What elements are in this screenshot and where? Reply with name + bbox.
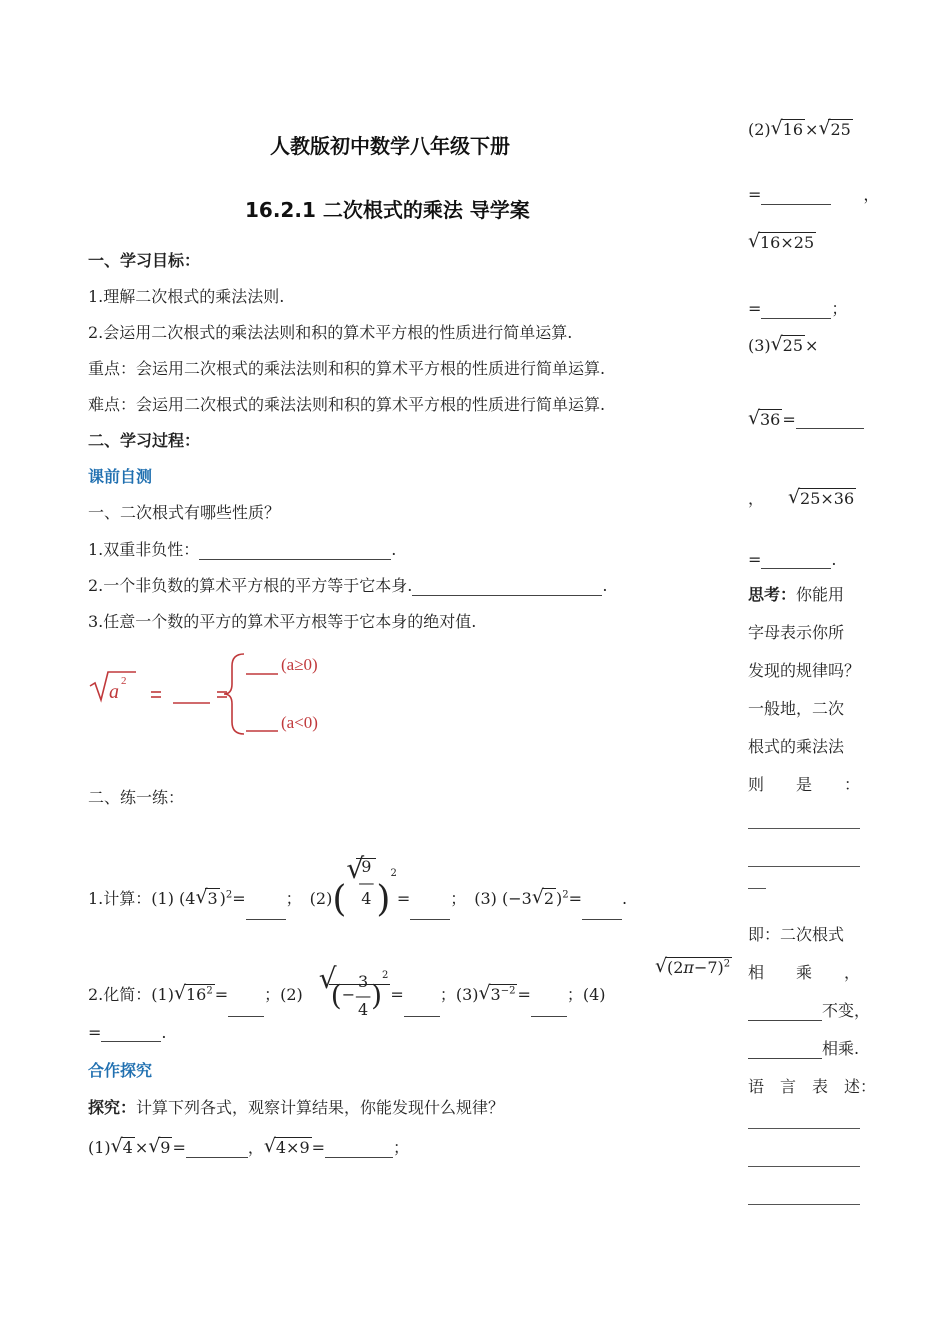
side-expr: √ 36 = — [748, 410, 864, 429]
answer-blank[interactable] — [246, 903, 286, 920]
q2-label: 2.化简： — [88, 985, 152, 1004]
q2-4-answer: = . — [88, 1023, 167, 1042]
answer-blank[interactable] — [748, 1042, 822, 1059]
property-2-text: 2.一个非负数的算术平方根的平方等于它本身. — [88, 576, 413, 595]
answer-blank[interactable] — [761, 188, 831, 205]
rule-line: 则 是 ： — [748, 775, 861, 794]
explore-label: 探究： — [88, 1098, 137, 1117]
case-nonneg: (a≥0) — [281, 655, 318, 674]
practice-q1: 1.计算：(1) (4 √ 3 )$^2$= ； (2)( √ 9 — 4 )$^2$= ； (3) (−3 √ 2 )$^2$= . — [88, 852, 628, 920]
answer-blank[interactable] — [531, 1000, 567, 1017]
practice-heading: 二、练一练： — [88, 788, 185, 807]
explore-item-2: (2) √ 16 × √ 25 — [748, 117, 851, 139]
xiangcheng-text: 相 乘 ， — [748, 963, 861, 982]
xiangcheng2-text: 相乘. — [822, 1039, 860, 1058]
side-expr: ， √ 25×36 — [748, 486, 855, 508]
property-1: 1.双重非负性： . — [88, 540, 397, 559]
document-title: 人教版初中数学八年级下册 — [270, 134, 510, 158]
think-text: 发现的规律吗？ — [748, 661, 861, 680]
answer-blank[interactable] — [410, 903, 450, 920]
key-point: 重点：会运用二次根式的乘法法则和积的算术平方根的性质进行简单运算. — [88, 359, 606, 378]
svg-text:a: a — [109, 681, 119, 703]
answer-blank[interactable] — [186, 1141, 248, 1158]
bubian-line — [748, 998, 870, 1021]
answer-blank[interactable] — [582, 903, 622, 920]
think-text: 字母表示你所 — [748, 623, 845, 642]
bubian-text: 不变， — [822, 1001, 871, 1020]
explore-item-1: (1) √ 4 × √ 9 = ， √ 4×9 = ； — [88, 1135, 410, 1157]
answer-blank[interactable] — [101, 1025, 161, 1042]
property-2: 2.一个非负数的算术平方根的平方等于它本身. . — [88, 576, 608, 595]
answer-blank[interactable] — [761, 552, 831, 569]
side-blank-row: = ； — [748, 299, 848, 318]
answer-blank[interactable] — [228, 1000, 264, 1017]
section-heading-process: 二、学习过程： — [88, 431, 201, 450]
answer-blank[interactable] — [748, 828, 860, 829]
side-blank-row: = . — [748, 550, 837, 569]
goal-item: 1.理解二次根式的乘法法则. — [88, 287, 285, 306]
answer-blank[interactable] — [748, 1004, 822, 1021]
think-text: 根式的乘法法 — [748, 737, 845, 756]
yuyan-text: 语 言 表 述： — [748, 1077, 877, 1096]
answer-blank[interactable] — [748, 888, 766, 889]
answer-blank[interactable] — [761, 302, 831, 319]
section-heading-goals: 一、学习目标： — [88, 251, 201, 270]
pre-test-label: 课前自测 — [88, 467, 153, 486]
q1-label: 1.计算： — [88, 889, 152, 908]
property-1-text: 1.双重非负性： — [88, 540, 200, 559]
think-text: 你能用 — [796, 585, 845, 604]
side-blank-row: = ， — [748, 185, 880, 204]
document-subtitle: 16.2.1 二次根式的乘法 导学案 — [245, 198, 530, 222]
abs-value-formula — [86, 648, 346, 738]
explore-item-3: (3) √ 25 × — [748, 333, 819, 355]
property-3: 3.任意一个数的平方的算术平方根等于它本身的绝对值. — [88, 612, 477, 631]
answer-blank[interactable] — [199, 543, 391, 560]
practice-q2: 2.化简：(1) √ $16^2$ = ；(2) √ (−3 — 4 )$^2$= ；(3) √ $3^{-2}$ = ；(4) — [88, 962, 606, 1019]
goal-item: 2.会运用二次根式的乘法法则和积的算术平方根的性质进行简单运算. — [88, 323, 573, 342]
answer-blank[interactable] — [404, 1000, 440, 1017]
xiangcheng2-line — [748, 1036, 859, 1059]
coop-label: 合作探究 — [88, 1061, 153, 1080]
answer-blank[interactable] — [412, 579, 602, 596]
answer-blank[interactable] — [796, 412, 864, 429]
side-expr: √ 16×25 — [748, 230, 815, 252]
explore-line — [88, 1095, 504, 1118]
think-line — [748, 582, 844, 605]
ji-text: 即：二次根式 — [748, 925, 845, 944]
answer-blank[interactable] — [748, 1204, 860, 1205]
svg-text:2: 2 — [121, 675, 127, 687]
answer-blank[interactable] — [748, 1166, 860, 1167]
think-label: 思考： — [748, 585, 797, 604]
answer-blank[interactable] — [748, 1128, 860, 1129]
q2-4-expression: √ $(2\pi-7)^2$ — [655, 955, 731, 977]
case-neg: (a<0) — [281, 713, 318, 732]
explore-text: 计算下列各式，观察计算结果，你能发现什么规律？ — [136, 1098, 505, 1117]
think-text: 一般地，二次 — [748, 699, 845, 718]
pre-test-question: 一、二次根式有哪些性质？ — [88, 503, 281, 522]
difficult-point: 难点：会运用二次根式的乘法法则和积的算术平方根的性质进行简单运算. — [88, 395, 606, 414]
answer-blank[interactable] — [325, 1141, 393, 1158]
answer-blank[interactable] — [748, 866, 860, 867]
